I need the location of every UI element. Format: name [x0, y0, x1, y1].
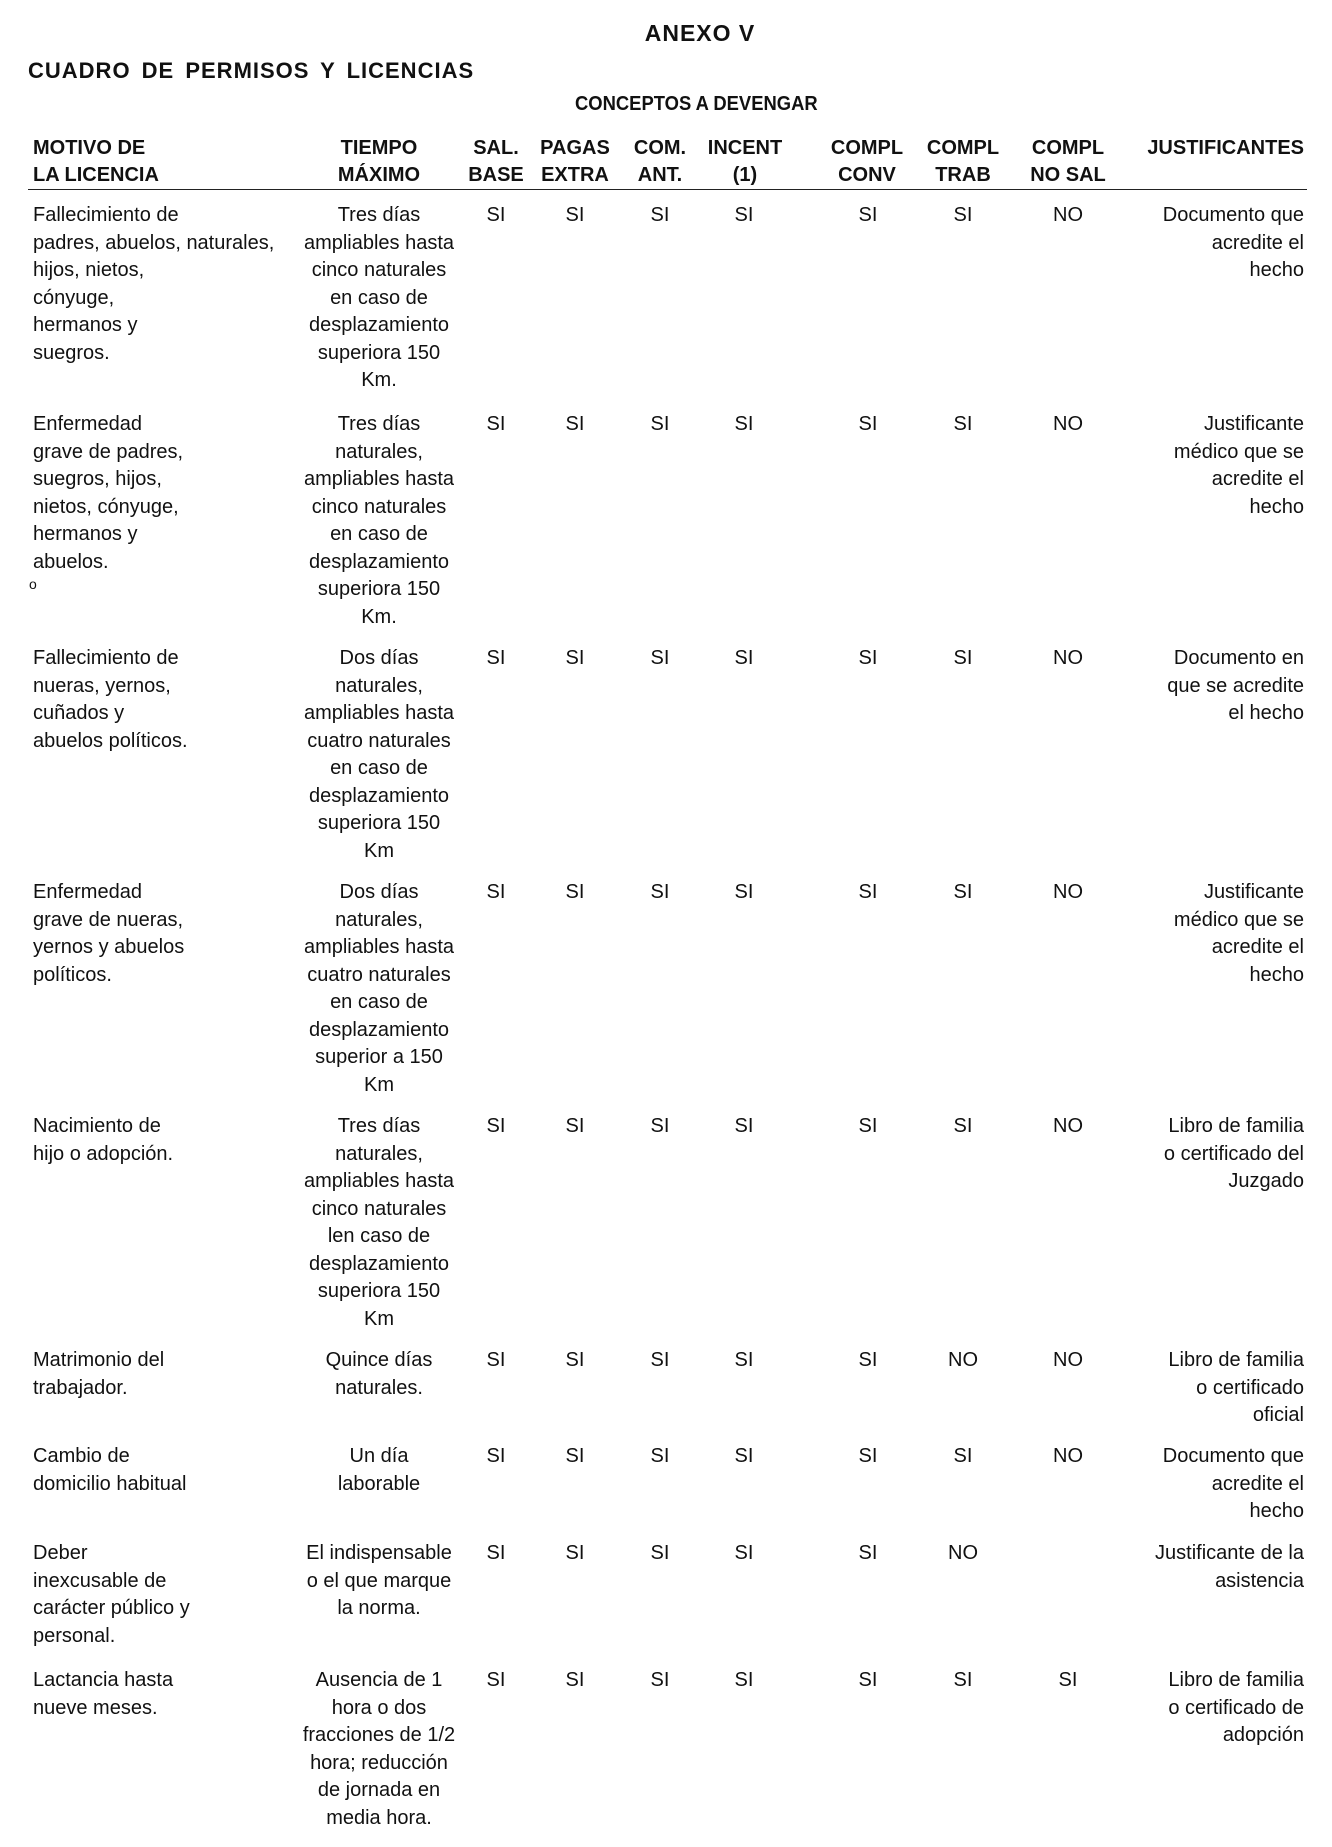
- header-sal-base: SAL. BASE: [468, 137, 524, 186]
- tiempo-cell: Un día laborable: [337, 1445, 421, 1495]
- compl-trab-cell: SI: [953, 204, 973, 226]
- incent-cell: SI: [734, 1445, 754, 1467]
- motivo-cell: Enfermedad grave de padres, suegros, hijos, nietos, cónyuge, hermanos y abuelos.: [33, 413, 184, 573]
- com-ant-cell: SI: [650, 1542, 670, 1564]
- header-incent: INCENT (1): [707, 137, 783, 186]
- com-ant-cell: SI: [650, 1115, 670, 1137]
- header-tiempo: TIEMPO MÁXIMO: [337, 137, 421, 186]
- compl-trab-cell: SI: [953, 1669, 973, 1691]
- pagas-extra-cell: SI: [565, 1542, 585, 1564]
- tiempo-cell: Quince días naturales.: [325, 1349, 433, 1399]
- pagas-extra-cell: SI: [565, 1115, 585, 1137]
- justificantes-cell: Libro de familia o certificado del Juzgado: [1163, 1115, 1304, 1192]
- justificantes-cell: Documento que acredite el hecho: [1162, 1445, 1304, 1522]
- pagas-extra-cell: SI: [565, 204, 585, 226]
- header-motivo: MOTIVO DE LA LICENCIA: [33, 137, 159, 186]
- sal-base-cell: SI: [486, 647, 506, 669]
- header-divider: [28, 189, 1307, 190]
- compl-conv-cell: SI: [858, 881, 878, 903]
- compl-trab-cell: SI: [953, 413, 973, 435]
- compl-conv-cell: SI: [858, 1542, 878, 1564]
- justificantes-cell: Libro de familia o certificado de adopción: [1168, 1669, 1304, 1746]
- motivo-cell: Matrimonio del trabajador.: [33, 1349, 165, 1399]
- motivo-cell: Nacimiento de hijo o adopción.: [33, 1115, 174, 1165]
- stray-mark: o: [29, 576, 37, 592]
- pagas-extra-cell: SI: [565, 1669, 585, 1691]
- tiempo-cell: Ausencia de 1 hora o dos fracciones de 1/2 hora; reducción de jornada en media hora.: [302, 1669, 456, 1829]
- tiempo-cell: Tres días naturales, ampliables hasta cinco naturales en caso de desplazamiento superiora 150 Km.: [303, 413, 455, 628]
- com-ant-cell: SI: [650, 1445, 670, 1467]
- document-title: CUADRO DE PERMISOS Y LICENCIAS: [28, 58, 475, 83]
- header-compl-trab: COMPL TRAB: [926, 137, 1000, 186]
- compl-no-sal-cell: NO: [1053, 647, 1083, 669]
- compl-conv-cell: SI: [858, 413, 878, 435]
- incent-cell: SI: [734, 1115, 754, 1137]
- motivo-cell: Cambio de domicilio habitual: [33, 1445, 187, 1495]
- sal-base-cell: SI: [486, 1542, 506, 1564]
- compl-no-sal-cell: NO: [1053, 1349, 1083, 1371]
- compl-conv-cell: SI: [858, 1669, 878, 1691]
- incent-cell: SI: [734, 1542, 754, 1564]
- compl-trab-cell: NO: [948, 1542, 978, 1564]
- com-ant-cell: SI: [650, 1669, 670, 1691]
- justificantes-cell: Justificante de la asistencia: [1155, 1542, 1304, 1592]
- sal-base-cell: SI: [486, 1349, 506, 1371]
- com-ant-cell: SI: [650, 204, 670, 226]
- incent-cell: SI: [734, 413, 754, 435]
- justificantes-cell: Documento que acredite el hecho: [1162, 204, 1304, 281]
- concepts-header: CONCEPTOS A DEVENGAR: [575, 93, 818, 115]
- compl-no-sal-cell: SI: [1058, 1669, 1078, 1691]
- incent-cell: SI: [734, 647, 754, 669]
- sal-base-cell: SI: [486, 413, 506, 435]
- tiempo-cell: El indispensable o el que marque la norma.: [306, 1542, 452, 1619]
- compl-trab-cell: SI: [953, 647, 973, 669]
- incent-cell: SI: [734, 881, 754, 903]
- incent-cell: SI: [734, 1349, 754, 1371]
- compl-no-sal-cell: NO: [1053, 413, 1083, 435]
- pagas-extra-cell: SI: [565, 881, 585, 903]
- compl-conv-cell: SI: [858, 1115, 878, 1137]
- pagas-extra-cell: SI: [565, 413, 585, 435]
- incent-cell: SI: [734, 1669, 754, 1691]
- compl-no-sal-cell: NO: [1053, 881, 1083, 903]
- sal-base-cell: SI: [486, 1669, 506, 1691]
- header-compl-conv: COMPL CONV: [830, 137, 904, 186]
- motivo-cell: Deber inexcusable de carácter público y personal.: [33, 1542, 190, 1647]
- justificantes-cell: Documento en que se acredite el hecho: [1167, 647, 1304, 724]
- sal-base-cell: SI: [486, 881, 506, 903]
- compl-conv-cell: SI: [858, 1445, 878, 1467]
- compl-trab-cell: SI: [953, 1445, 973, 1467]
- compl-trab-cell: SI: [953, 1115, 973, 1137]
- com-ant-cell: SI: [650, 1349, 670, 1371]
- compl-no-sal-cell: NO: [1053, 1115, 1083, 1137]
- pagas-extra-cell: SI: [565, 647, 585, 669]
- compl-no-sal-cell: NO: [1053, 204, 1083, 226]
- pagas-extra-cell: SI: [565, 1445, 585, 1467]
- sal-base-cell: SI: [486, 204, 506, 226]
- header-com-ant: COM. ANT.: [633, 137, 687, 186]
- header-justificantes: JUSTIFICANTES: [1147, 137, 1304, 159]
- tiempo-cell: Dos días naturales, ampliables hasta cuatro naturales en caso de desplazamiento superiora 150 Km: [303, 647, 455, 862]
- com-ant-cell: SI: [650, 413, 670, 435]
- compl-trab-cell: SI: [953, 881, 973, 903]
- motivo-cell: Fallecimiento de nueras, yernos, cuñados y abuelos políticos.: [33, 647, 188, 752]
- header-pagas-extra: PAGAS EXTRA: [540, 137, 610, 186]
- compl-conv-cell: SI: [858, 1349, 878, 1371]
- tiempo-cell: Tres días ampliables hasta cinco naturales en caso de desplazamiento superiora 150 Km.: [303, 204, 455, 391]
- compl-trab-cell: NO: [948, 1349, 978, 1371]
- header-compl-no-sal: COMPL NO SAL: [1030, 137, 1106, 186]
- motivo-cell: Enfermedad grave de nueras, yernos y abuelos políticos.: [33, 881, 185, 986]
- com-ant-cell: SI: [650, 647, 670, 669]
- justificantes-cell: Justificante médico que se acredite el hecho: [1173, 413, 1304, 518]
- justificantes-cell: Libro de familia o certificado oficial: [1168, 1349, 1304, 1426]
- annex-title: ANEXO V: [644, 20, 756, 46]
- tiempo-cell: Dos días naturales, ampliables hasta cuatro naturales en caso de desplazamiento superior a 150 Km: [303, 881, 455, 1096]
- com-ant-cell: SI: [650, 881, 670, 903]
- pagas-extra-cell: SI: [565, 1349, 585, 1371]
- sal-base-cell: SI: [486, 1445, 506, 1467]
- compl-no-sal-cell: NO: [1053, 1445, 1083, 1467]
- justificantes-cell: Justificante médico que se acredite el hecho: [1173, 881, 1304, 986]
- compl-conv-cell: SI: [858, 204, 878, 226]
- motivo-cell: Lactancia hasta nueve meses.: [33, 1669, 174, 1719]
- compl-conv-cell: SI: [858, 647, 878, 669]
- motivo-cell: Fallecimiento de padres, abuelos, naturales, hijos, nietos, cónyuge, hermanos y suegros.: [33, 204, 275, 364]
- sal-base-cell: SI: [486, 1115, 506, 1137]
- tiempo-cell: Tres días naturales, ampliables hasta cinco naturales len caso de desplazamiento superiora 150 Km: [303, 1115, 455, 1330]
- incent-cell: SI: [734, 204, 754, 226]
